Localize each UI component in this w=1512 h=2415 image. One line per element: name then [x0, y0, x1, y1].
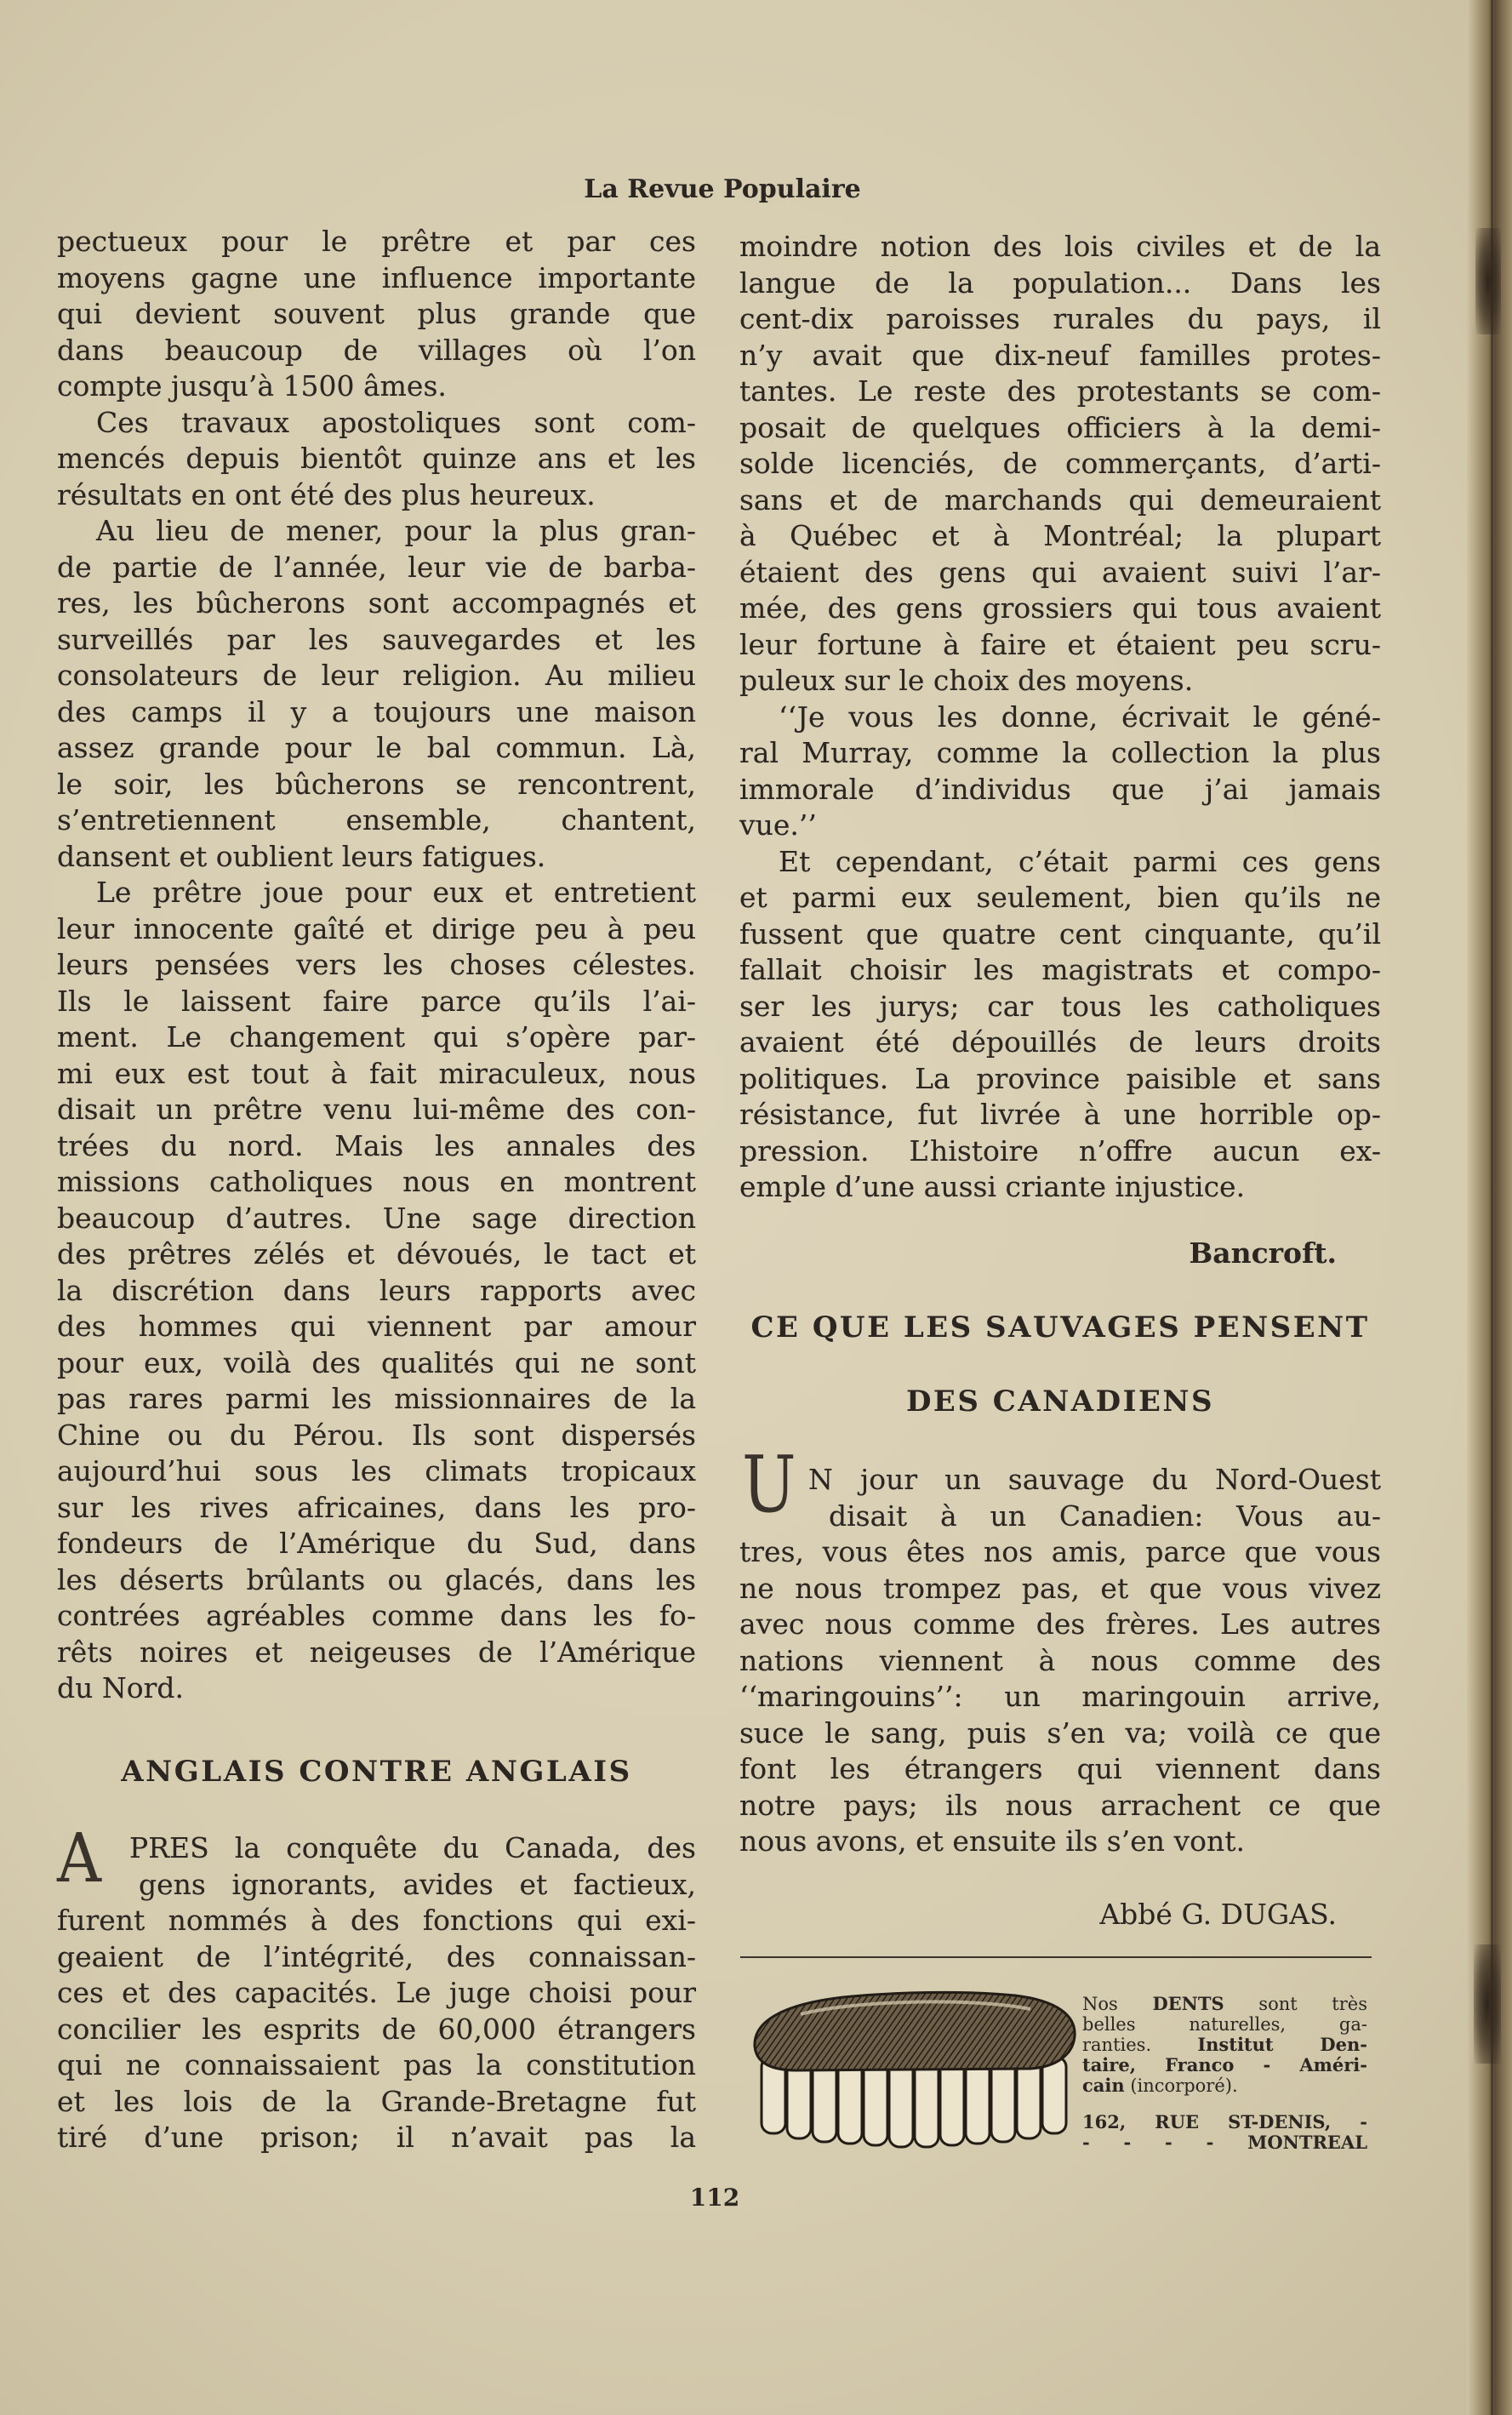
- left-column: [57, 224, 696, 1707]
- drop-cap: U: [742, 1439, 796, 1530]
- ad-text: Nos: [1082, 1994, 1118, 2014]
- ad-text-bold: cain: [1082, 2075, 1125, 2096]
- text-line: de partie de l’année, leur vie de barba-: [57, 550, 696, 584]
- article-heading-line2: DES CANADIENS: [905, 1384, 1215, 1419]
- text-line: nous avons, et ensuite ils s’en vont.: [739, 1824, 1245, 1858]
- text-line: des camps il y a toujours une maison: [57, 694, 696, 728]
- text-line: sans et de marchands qui demeuraient: [739, 482, 1381, 517]
- ad-line: [1082, 2055, 1367, 2075]
- ad-address-line: - - - - MONTREAL: [1082, 2132, 1367, 2153]
- text-line: mée, des gens grossiers qui tous avaient: [739, 591, 1381, 625]
- text-line: notre pays; ils nous arrachent ce que: [739, 1788, 1381, 1822]
- text-line: à Québec et à Montréal; la plupart: [739, 519, 1381, 552]
- text-line: pectueux pour le prêtre et par ces: [57, 225, 696, 258]
- text-line: cent-dix paroisses rurales du pays, il: [739, 302, 1381, 335]
- text-line: tantes. Le reste des protestants se com-: [739, 374, 1381, 408]
- ad-line: [1082, 2014, 1367, 2035]
- text-line: fondeurs de l’Amérique du Sud, dans: [57, 1527, 696, 1560]
- text-line: leur innocente gaîté et dirige peu à peu: [57, 911, 696, 945]
- text-line: fallait choisir les magistrats et compo-: [739, 953, 1381, 986]
- text-line: nations viennent à nous comme des: [739, 1643, 1381, 1677]
- text-line: pression. L’histoire n’offre aucun ex-: [739, 1133, 1381, 1168]
- advertisement-text: [1082, 1994, 1367, 2096]
- text-line: solde licenciés, de commerçants, d’arti-: [739, 447, 1381, 480]
- text-line: font les étrangers qui viennent dans: [739, 1752, 1381, 1785]
- text-line: Et cependant, c’était parmi ces gens: [779, 844, 1381, 878]
- article-heading: CE QUE LES SAUVAGES PENSENT: [750, 1310, 1370, 1345]
- text-line: geaient de l’intégrité, des connaissan-: [57, 1939, 696, 1973]
- tooth: [1042, 2057, 1066, 2133]
- text-line: fussent que quatre cent cinquante, qu’il: [739, 916, 1381, 951]
- text-line: aujourd’hui sous les climats tropicaux: [57, 1454, 696, 1487]
- text-line: surveillés par les sauvegardes et les: [57, 622, 696, 656]
- text-line: puleux sur le choix des moyens.: [739, 664, 1194, 697]
- text-line: étaient des gens qui avaient suivi l’ar-: [739, 555, 1381, 589]
- text-line: avec nous comme des frères. Les autres: [739, 1607, 1381, 1641]
- text-line: immorale d’individus que j’ai jamais: [739, 772, 1381, 806]
- text-line: s’entretiennent ensemble, chantent,: [57, 803, 696, 836]
- text-line: Le prêtre joue pour eux et entretient: [96, 876, 696, 909]
- text-line: ne nous trompez pas, et que vous vivez: [739, 1571, 1381, 1605]
- text-line: la discrétion dans leurs rapports avec: [57, 1273, 696, 1307]
- text-line: missions catholiques nous en montrent: [57, 1165, 696, 1198]
- text-line: res, les bûcherons sont accompagnés et: [57, 586, 696, 619]
- paragraph: [57, 224, 696, 405]
- text-line: leur fortune à faire et étaient peu scru-: [739, 627, 1381, 661]
- text-line: PRES la conquête du Canada, des: [129, 1831, 696, 1864]
- ad-text-bold: taire, Franco - Améri-: [1082, 2055, 1367, 2075]
- paragraph-lines: [57, 1830, 696, 2156]
- text-line: ces et des capacités. Le juge choisi pour: [57, 1976, 696, 2009]
- text-line: les déserts brûlants ou glacés, dans les: [57, 1562, 696, 1596]
- paragraph: [57, 405, 696, 514]
- text-line: dansent et oublient leurs fatigues.: [57, 839, 546, 873]
- text-line: beaucoup d’autres. Une sage direction: [57, 1201, 696, 1235]
- paragraph: [739, 844, 1381, 1206]
- text-line: des hommes qui viennent par amour: [57, 1310, 696, 1343]
- text-line: pour eux, voilà des qualités qui ne sont: [57, 1345, 696, 1379]
- text-line: posait de quelques officiers à la demi-: [739, 410, 1381, 444]
- text-line: mencés depuis bientôt quinze ans et les: [57, 442, 696, 475]
- text-line: tres, vous êtes nos amis, parce que vous: [739, 1535, 1381, 1568]
- text-line: leurs pensées vers les choses célestes.: [57, 948, 696, 981]
- text-line: politiques. La province paisible et sans: [739, 1061, 1381, 1095]
- text-line: gens ignorants, avides et factieux,: [139, 1867, 696, 1901]
- author-signature: Abbé G. DUGAS.: [1099, 1898, 1337, 1931]
- ad-line: [1082, 2035, 1367, 2055]
- text-line: dans beaucoup de villages où l’on: [57, 333, 696, 367]
- text-line: qui ne connaissaient pas la constitution: [57, 2048, 696, 2081]
- text-line: sur les rives africaines, dans les pro-: [57, 1490, 696, 1524]
- text-line: le soir, les bûcherons se rencontrent,: [57, 767, 696, 801]
- ad-text: sont très: [1258, 1994, 1367, 2014]
- section-divider: [740, 1956, 1372, 1958]
- text-line: Ils le laissent faire parce qu’ils l’ai-: [57, 984, 696, 1018]
- paragraph: [739, 229, 1381, 699]
- denture-gum: [755, 1992, 1075, 2070]
- paragraph: [57, 513, 696, 875]
- drop-cap: A: [57, 1818, 102, 1898]
- text-line: avaient été dépouillés de leurs droits: [739, 1025, 1381, 1059]
- text-line: assez grande pour le bal commun. Là,: [57, 731, 696, 764]
- article-heading: ANGLAIS CONTRE ANGLAIS: [121, 1755, 632, 1789]
- text-line: furent nommés à des fonctions qui exi-: [57, 1904, 696, 1937]
- paragraph-lines: [739, 1462, 1381, 1860]
- text-line: rêts noires et neigeuses de l’Amérique: [57, 1635, 696, 1669]
- binding-stain: [1475, 228, 1501, 334]
- text-line: ‘‘maringouins’’: un maringouin arrive,: [739, 1680, 1381, 1713]
- ad-text: ranties.: [1082, 2035, 1152, 2055]
- text-line: ‘‘Je vous les donne, écrivait le géné-: [779, 699, 1381, 734]
- text-line: concilier les esprits de 60,000 étrangers: [57, 2012, 696, 2046]
- text-line: et parmi eux seulement, bien qu’ils ne: [739, 881, 1381, 914]
- author-signature: Bancroft.: [1189, 1236, 1337, 1270]
- ad-text: belles naturelles, ga-: [1082, 2014, 1367, 2035]
- page-number: 112: [689, 2184, 740, 2212]
- text-line: pas rares parmi les missionnaires de la: [57, 1382, 696, 1415]
- ad-text: (incorporé).: [1130, 2075, 1238, 2096]
- paragraph: [57, 875, 696, 1707]
- binding-stain: [1474, 1944, 1501, 2064]
- dentures-illustration: [750, 1985, 1078, 2149]
- text-line: trées du nord. Mais les annales des: [57, 1128, 696, 1162]
- text-line: contrées agréables comme dans les fo-: [57, 1599, 696, 1632]
- right-column: [739, 229, 1381, 1206]
- text-line: ral Murray, comme la collection la plus: [739, 736, 1381, 769]
- ad-line: [1082, 2075, 1367, 2096]
- text-line: ser les jurys; car tous les catholiques: [739, 989, 1381, 1023]
- text-line: Chine ou du Pérou. Ils sont dispersés: [57, 1418, 696, 1452]
- running-title: La Revue Populaire: [584, 174, 861, 204]
- text-line: disait à un Canadien: Vous au-: [829, 1499, 1381, 1533]
- text-line: vue.’’: [739, 808, 817, 842]
- article-paragraph: [739, 1439, 1381, 1860]
- ad-text-bold: DENTS: [1152, 1994, 1224, 2014]
- text-line: langue de la population... Dans les: [739, 265, 1381, 300]
- text-line: Au lieu de mener, pour la plus gran-: [96, 514, 696, 547]
- text-line: compte jusqu’à 1500 âmes.: [57, 369, 447, 402]
- paragraph: [739, 699, 1381, 844]
- ad-address-line: 162, RUE ST-DENIS, -: [1082, 2112, 1367, 2132]
- article-paragraph: [57, 1818, 696, 2156]
- text-line: résistance, fut livrée à une horrible op-: [739, 1098, 1381, 1131]
- text-line: emple d’une aussi criante injustice.: [739, 1170, 1246, 1203]
- text-line: moindre notion des lois civiles et de la: [739, 230, 1381, 263]
- text-line: N jour un sauvage du Nord-Ouest: [808, 1463, 1381, 1496]
- text-line: résultats en ont été des plus heureux.: [57, 477, 596, 511]
- text-line: mi eux est tout à fait miraculeux, nous: [57, 1056, 696, 1090]
- text-line: n’y avait que dix-neuf familles protes-: [739, 338, 1381, 372]
- text-line: tiré d’une prison; il n’avait pas la: [57, 2121, 696, 2154]
- ad-text-bold: Institut Den-: [1197, 2035, 1367, 2055]
- text-line: suce le sang, puis s’en va; voilà ce que: [739, 1716, 1381, 1750]
- text-line: ment. Le changement qui s’opère par-: [57, 1020, 696, 1053]
- text-line: du Nord.: [57, 1671, 184, 1704]
- text-line: consolateurs de leur religion. Au milieu: [57, 659, 696, 692]
- text-line: qui devient souvent plus grande que: [57, 297, 696, 330]
- text-line: Ces travaux apostoliques sont com-: [96, 405, 696, 439]
- text-line: disait un prêtre venu lui-même des con-: [57, 1093, 696, 1126]
- text-line: des prêtres zélés et dévoués, le tact et: [57, 1237, 696, 1270]
- text-line: et les lois de la Grande-Bretagne fut: [57, 2084, 696, 2118]
- ad-line: [1082, 1994, 1367, 2014]
- text-line: moyens gagne une influence importante: [57, 260, 696, 294]
- advertisement-address: [1082, 2112, 1367, 2153]
